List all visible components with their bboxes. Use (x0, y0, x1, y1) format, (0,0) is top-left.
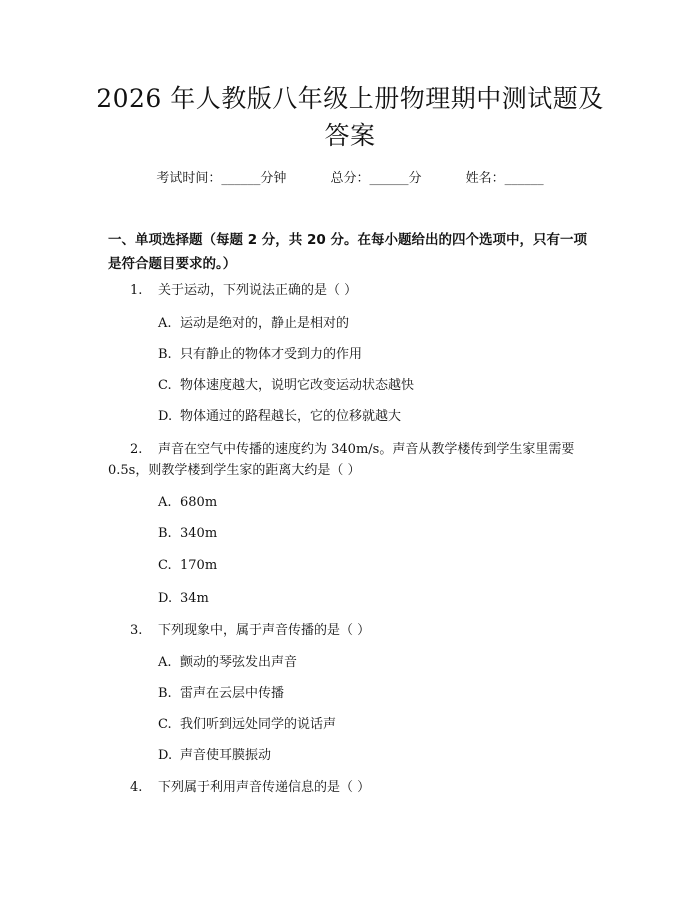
option-label: D. (158, 409, 173, 424)
question-text: 下列现象中，属于声音传播的是（ ） (158, 623, 371, 638)
option-2c (158, 557, 598, 575)
option-label: B. (158, 347, 172, 362)
question-number: 2. (130, 442, 143, 457)
option-3a (158, 654, 598, 672)
option-label: B. (158, 686, 172, 701)
option-2b (158, 525, 598, 543)
option-label: B. (158, 526, 172, 541)
option-label: D. (158, 591, 173, 606)
option-1a (158, 315, 598, 333)
exam-info-line (0, 170, 700, 188)
question-number: 3. (130, 623, 143, 638)
question-number: 1. (130, 283, 143, 298)
option-label: D. (158, 748, 173, 763)
option-text: 34m (180, 591, 209, 606)
option-1d (158, 408, 598, 426)
option-text: 只有静止的物体才受到力的作用 (180, 347, 363, 362)
total-score-field: 总分：______分 (330, 171, 422, 186)
option-3b (158, 685, 598, 703)
option-text: 我们听到远处同学的说话声 (180, 717, 337, 732)
option-1c (158, 377, 598, 395)
question-4 (130, 777, 600, 798)
option-1b (158, 346, 598, 364)
option-text: 雷声在云层中传播 (180, 686, 285, 701)
option-label: A. (158, 495, 172, 510)
option-text: 物体通过的路程越长，它的位移就越大 (180, 409, 402, 424)
option-text: 运动是绝对的，静止是相对的 (180, 316, 350, 331)
option-label: C. (158, 717, 172, 732)
option-text: 颤动的琴弦发出声音 (180, 655, 298, 670)
option-2d (158, 590, 598, 608)
question-1 (130, 280, 600, 301)
option-text: 声音使耳膜振动 (180, 748, 272, 763)
question-text: 下列属于利用声音传递信息的是（ ） (158, 780, 371, 795)
question-2 (108, 439, 598, 481)
option-label: C. (158, 558, 172, 573)
option-label: A. (158, 655, 172, 670)
option-text: 680m (180, 495, 218, 510)
option-text: 170m (180, 558, 218, 573)
question-number: 4. (130, 780, 143, 795)
student-name-field: 姓名：______ (465, 171, 544, 186)
exam-time-field: 考试时间：______分钟 (156, 171, 287, 186)
option-label: C. (158, 378, 172, 393)
section-heading: 一、单项选择题（每题 2 分，共 20 分。在每小题给出的四个选项中，只有一项是符合题目要求的。） (108, 232, 587, 272)
option-3c (158, 716, 598, 734)
option-2a (158, 494, 598, 512)
option-text: 物体速度越大，说明它改变运动状态越快 (180, 378, 415, 393)
option-text: 340m (180, 526, 218, 541)
question-text: 声音在空气中传播的速度约为 340m/s。声音从教学楼传到学生家里需要 0.5s，则教学楼到学生家的距离大约是（ ） (108, 442, 575, 478)
question-3 (130, 620, 600, 641)
question-text: 关于运动，下列说法正确的是（ ） (158, 283, 358, 298)
exam-title: 2026 年人教版八年级上册物理期中测试题及答案 (96, 84, 604, 150)
option-3d (158, 747, 598, 765)
option-label: A. (158, 316, 172, 331)
